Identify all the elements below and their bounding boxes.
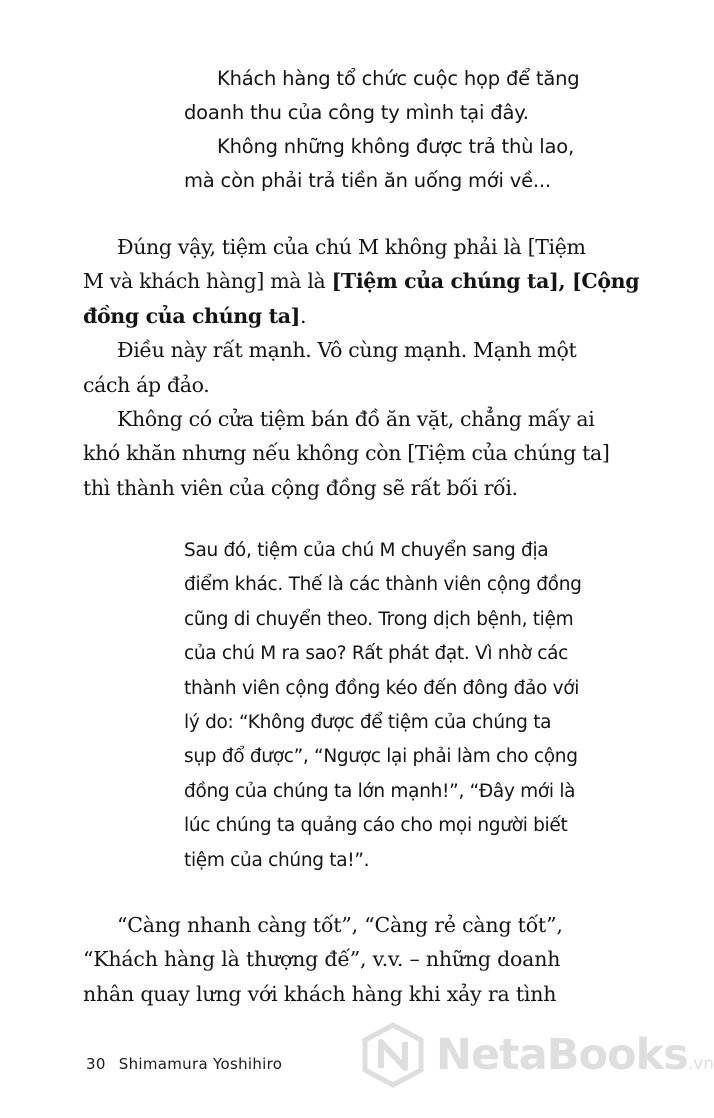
- watermark-text: [436, 1030, 714, 1080]
- body-line-2-bold: [Tiệm của chúng ta]: [331, 269, 559, 294]
- body-line-3-b: .: [300, 303, 307, 328]
- quote-line: lúc chúng ta quảng cáo cho mọi người biết: [184, 815, 568, 837]
- page-footer: [86, 1055, 282, 1073]
- body-line-4: Điều này rất mạnh. Vô cùng mạnh. Mạnh một: [117, 338, 577, 363]
- watermark-brand: NetaBooks: [436, 1030, 688, 1080]
- body-line-6: Không có cửa tiệm bán đồ ăn vặt, chẳng mấy ai: [117, 407, 595, 432]
- body-line-5: cách áp đảo.: [83, 372, 210, 397]
- page-number: 30: [86, 1055, 106, 1073]
- quote-line: thành viên cộng đồng kéo đến đông đảo với: [184, 677, 580, 699]
- intro-line-4: mà còn phải trả tiền ăn uống mới về...: [184, 169, 551, 192]
- watermark: [360, 1018, 714, 1098]
- closing-line-3: nhân quay lưng với khách hàng khi xảy ra tình: [83, 981, 557, 1006]
- quote-line: Sau đó, tiệm của chú M chuyển sang địa: [184, 540, 549, 561]
- running-author: Shimamura Yoshihiro: [118, 1055, 283, 1073]
- body-paragraphs: [83, 230, 640, 505]
- quote-line: của chú M ra sao? Rất phát đạt. Vì nhờ các: [184, 643, 569, 665]
- body-line-2: [83, 264, 640, 298]
- netabooks-logo-icon: [360, 1022, 426, 1088]
- body-line-3-bold: đồng của chúng ta]: [83, 303, 301, 328]
- body-line-1: Đúng vậy, tiệm của chú M không phải là [Tiệm: [117, 235, 586, 259]
- intro-line-1: Khách hàng tổ chức cuộc họp để tăng: [217, 67, 580, 90]
- body-line-2-a: M và khách hàng] mà là: [83, 269, 332, 294]
- body-line-7: khó khăn nhưng nếu không còn [Tiệm của chúng ta]: [83, 441, 610, 466]
- watermark-suffix: .vn: [687, 1054, 714, 1074]
- quote-line: cũng di chuyển theo. Trong dịch bệnh, tiệm: [184, 608, 574, 630]
- quote-line: tiệm của chúng ta!”.: [184, 849, 370, 871]
- closing-paragraph: [83, 908, 623, 1011]
- body-line-3: [83, 299, 623, 333]
- body-line-2-c: , [Cộng: [558, 269, 640, 294]
- quote-line: đồng của chúng ta lớn mạnh!”, “Đây mới là: [184, 780, 576, 802]
- quote-line: sụp đổ được”, “Ngược lại phải làm cho cộng: [184, 746, 578, 768]
- quote-line: lý do: “Không được để tiệm của chúng ta: [184, 712, 552, 734]
- quote-line: điểm khác. Thế là các thành viên cộng đồng: [184, 574, 582, 596]
- intro-line-3: Không những không được trả thù lao,: [217, 135, 574, 158]
- intro-line-2: doanh thu của công ty mình tại đây.: [184, 101, 529, 124]
- body-line-8: thì thành viên của cộng đồng sẽ rất bối rối.: [83, 475, 518, 500]
- quote-block: [184, 534, 624, 878]
- closing-line-2: “Khách hàng là thượng đế”, v.v. – những doanh: [83, 947, 561, 972]
- closing-line-1: “Càng nhanh càng tốt”, “Càng rẻ càng tốt”,: [117, 913, 563, 937]
- intro-indented-block: [184, 62, 624, 198]
